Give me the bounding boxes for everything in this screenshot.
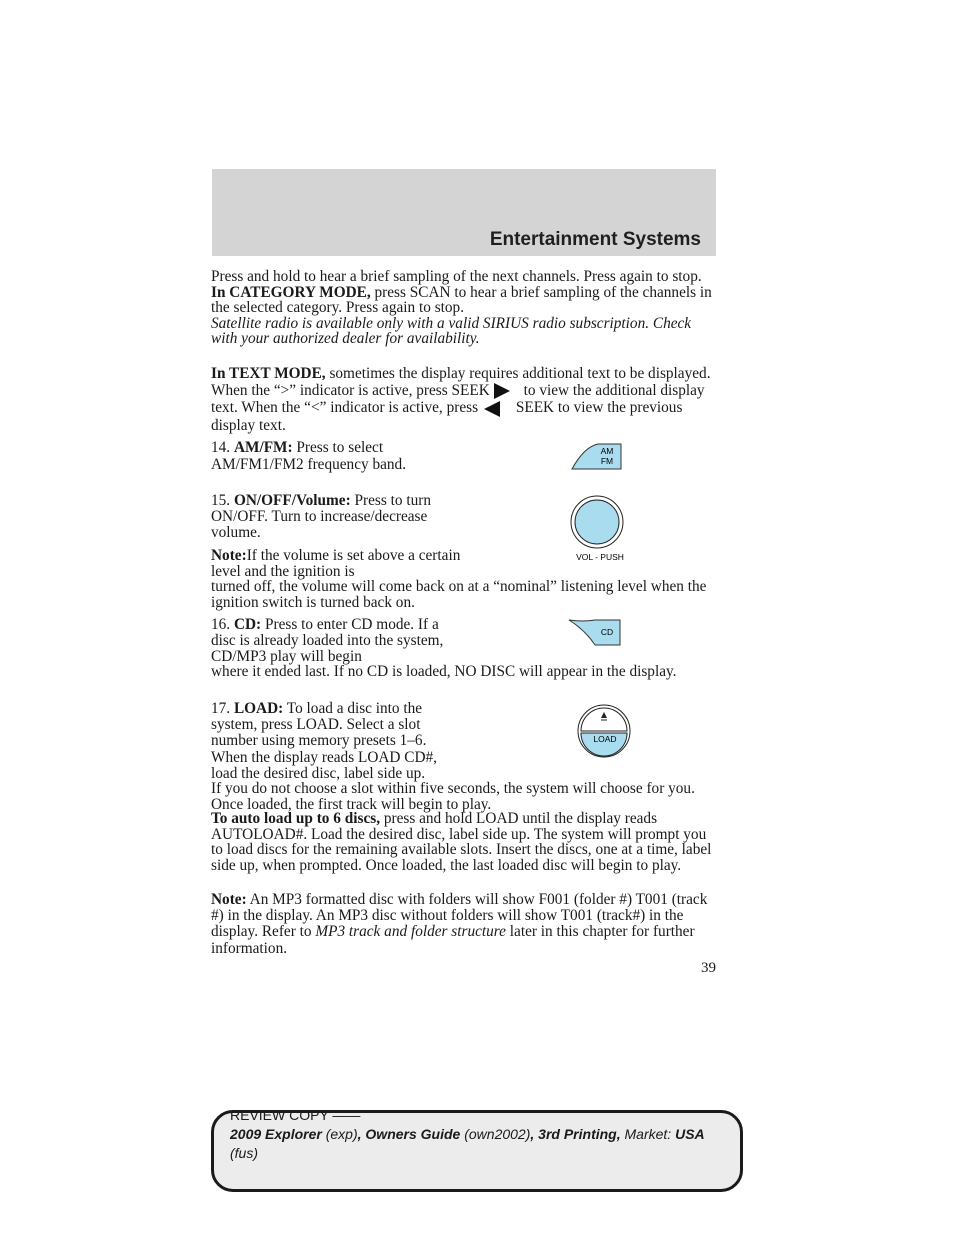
volume-note-b: turned off, the volume will come back on at a “nominal” listening level when the ignition switch is turned back on. (211, 578, 707, 611)
load-button-icon (574, 702, 634, 760)
section-header (212, 169, 716, 256)
cd-button-icon (567, 618, 623, 648)
cd-item-cont: where it ended last. If no CD is loaded, NO DISC will appear in the display. (211, 663, 677, 680)
mp3-structure-reference: MP3 track and folder structure (315, 923, 506, 941)
svg-text:VOL - PUSH: VOL - PUSH (576, 552, 624, 562)
amfm-button-icon (570, 441, 624, 471)
amfm-item: 14. AM/FM: Press to select AM/FM1/FM2 frequency band. (211, 439, 407, 473)
cd-item: 16. CD: Press to enter CD mode. If a disc is already loaded into the system, CD/MP3 play will begin (211, 616, 444, 665)
svg-text:FM: FM (600, 456, 614, 466)
scan-intro: Press and hold to hear a brief sampling of the next channels. Press again to stop. In CATEGORY MODE, press SCAN to hear a brief sampling of the channels in the selected category. Press again to stop. Satellite radio is available only with a valid SIRIUS radio subscription. Check with your authorized dealer for availability. (211, 268, 712, 347)
satellite-note: Satellite radio is available only with a valid SIRIUS radio subscription. Check with your authorized dealer for availability. (211, 314, 692, 347)
mp3-note: Note: An MP3 formatted disc with folders will show F001 (folder #) T001 (track #) in the display. An MP3 disc without folders will show T001 (track#) in the display. Refer to MP3 track and folder structure later in this chapter for further information. (211, 891, 708, 957)
volume-note-a: Note:If the volume is set above a certain level and the ignition is (211, 547, 461, 580)
load-item: 17. LOAD: To load a disc into the system, press LOAD. Select a slot number using memory presets 1–6. When the display reads LOAD CD#, load the desired disc, label side up. (211, 700, 438, 782)
autoload-paragraph: To auto load up to 6 discs, press and hold LOAD until the display reads AUTOLOAD#. Load the desired disc, label side up. The system will prompt you to load discs for the remaining available slots. Insert the discs, one at a time, label side up, when prompted. Once loaded, the last loaded disc will begin to play. (211, 810, 712, 874)
volume-item: 15. ON/OFF/Volume: Press to turn ON/OFF. Turn to increase/decrease volume. (211, 492, 431, 542)
text-mode-paragraph: In TEXT MODE, sometimes the display requires additional text to be displayed. When the “>” indicator is active, press SEEK to view the additional display text. When the “<” indicator is active, press SEEK to view the previous display text. (211, 365, 711, 434)
load-item-cont: If you do not choose a slot within five seconds, the system will choose for you. Once loaded, the first track will begin to play. (211, 780, 695, 813)
svg-text:CD: CD (600, 627, 614, 637)
footer-text: REVIEW COPY —— 2009 Explorer (exp), Owners Guide (own2002), 3rd Printing, Market: USA (fus) (230, 1110, 735, 1163)
section-title: Entertainment Systems (489, 229, 701, 250)
page-number: 39 (701, 960, 716, 976)
svg-text:LOAD: LOAD (593, 734, 617, 744)
seek-left-icon (484, 401, 500, 417)
review-copy-label: REVIEW COPY —— (230, 1107, 361, 1123)
seek-right-icon (494, 383, 510, 399)
volume-knob-icon (565, 492, 635, 566)
svg-text:AM: AM (600, 446, 614, 456)
